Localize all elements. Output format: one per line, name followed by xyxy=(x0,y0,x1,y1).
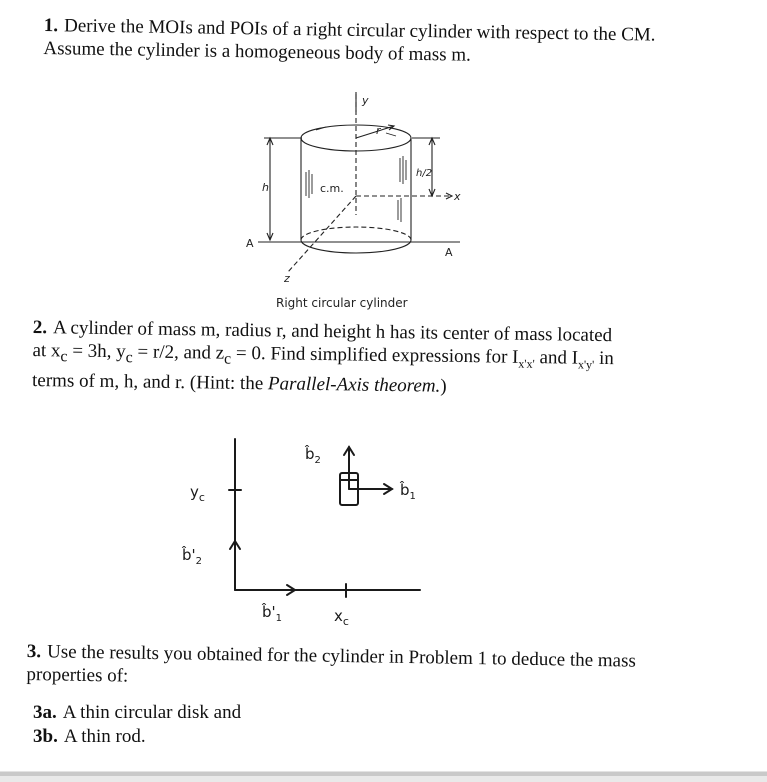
label-h-over-2: h/2 xyxy=(416,168,433,179)
figure-caption: Right circular cylinder xyxy=(276,296,408,310)
problem-2-text-2a: at x xyxy=(32,339,61,362)
problem-2-text-2d: = 0. Find simplified expressions for I xyxy=(231,342,519,368)
problem-2-text-2e: and I xyxy=(534,347,579,369)
label-x: x xyxy=(454,190,461,203)
label-b1-prime: $b̂'_1$ xyxy=(262,603,283,624)
label-xc: $x_c$ xyxy=(334,607,349,628)
zc-subscript: c xyxy=(223,350,232,368)
label-b1-body: $b̂_1$ xyxy=(400,481,416,502)
label-b2-body: $b̂_2$ xyxy=(305,445,321,466)
problem-3b xyxy=(33,726,146,748)
ixx-subscript: x'x' xyxy=(518,356,535,371)
z-axis xyxy=(288,196,356,272)
parallel-axis-sketch xyxy=(170,425,470,630)
problem-3 xyxy=(26,640,687,696)
problem-3a-text: A thin circular disk and xyxy=(62,702,242,723)
problem-3-text: Use the results you obtained for the cylinder in Problem 1 to deduce the mass properties of: xyxy=(26,641,637,687)
problem-2-text-3a: terms of m, h, and r. (Hint: the xyxy=(31,369,269,395)
problem-2-number: 2. xyxy=(32,316,48,339)
problem-1 xyxy=(43,14,674,70)
problem-2-text-2c: = r/2, and z xyxy=(132,341,225,364)
label-z: z xyxy=(284,272,290,285)
label-a-right: A xyxy=(445,246,453,259)
page-bottom-bar xyxy=(0,776,767,782)
cylinder-bottom-back xyxy=(301,227,411,240)
yc-subscript: c xyxy=(125,349,133,367)
problem-3a xyxy=(33,702,241,724)
problem-3b-label: 3b. xyxy=(33,726,58,747)
parallel-axis-theorem: Parallel-Axis theorem. xyxy=(267,373,441,397)
problem-3b-text: A thin rod. xyxy=(63,726,146,747)
label-yc: $y_c$ xyxy=(190,483,205,504)
problem-1-text: Derive the MOIs and POIs of a right circular cylinder with respect to the CM. Assume the cylinder is a homogeneous body of mass m. xyxy=(43,15,656,66)
problem-1-number: 1. xyxy=(43,14,59,37)
problem-2-text-2f: in xyxy=(594,347,615,370)
label-cm: c.m. xyxy=(320,182,344,195)
problem-2-text-2b: = 3h, y xyxy=(67,340,126,363)
problem-2-text-3b: ) xyxy=(440,375,447,397)
problem-2 xyxy=(32,316,703,401)
ixy-subscript: x'y' xyxy=(577,357,595,372)
label-y: y xyxy=(362,94,369,107)
problem-3a-label: 3a. xyxy=(33,702,57,723)
problem-2-text-1: A cylinder of mass m, radius r, and height h has its center of mass located xyxy=(52,317,613,347)
label-h: h xyxy=(262,181,269,194)
label-b2-prime: $b̂'_2$ xyxy=(182,546,203,567)
problem-3-number: 3. xyxy=(26,640,42,663)
label-r: r xyxy=(376,124,381,137)
cylinder-figure xyxy=(240,90,480,310)
xc-subscript: c xyxy=(60,348,68,366)
label-a-left: A xyxy=(246,237,254,250)
